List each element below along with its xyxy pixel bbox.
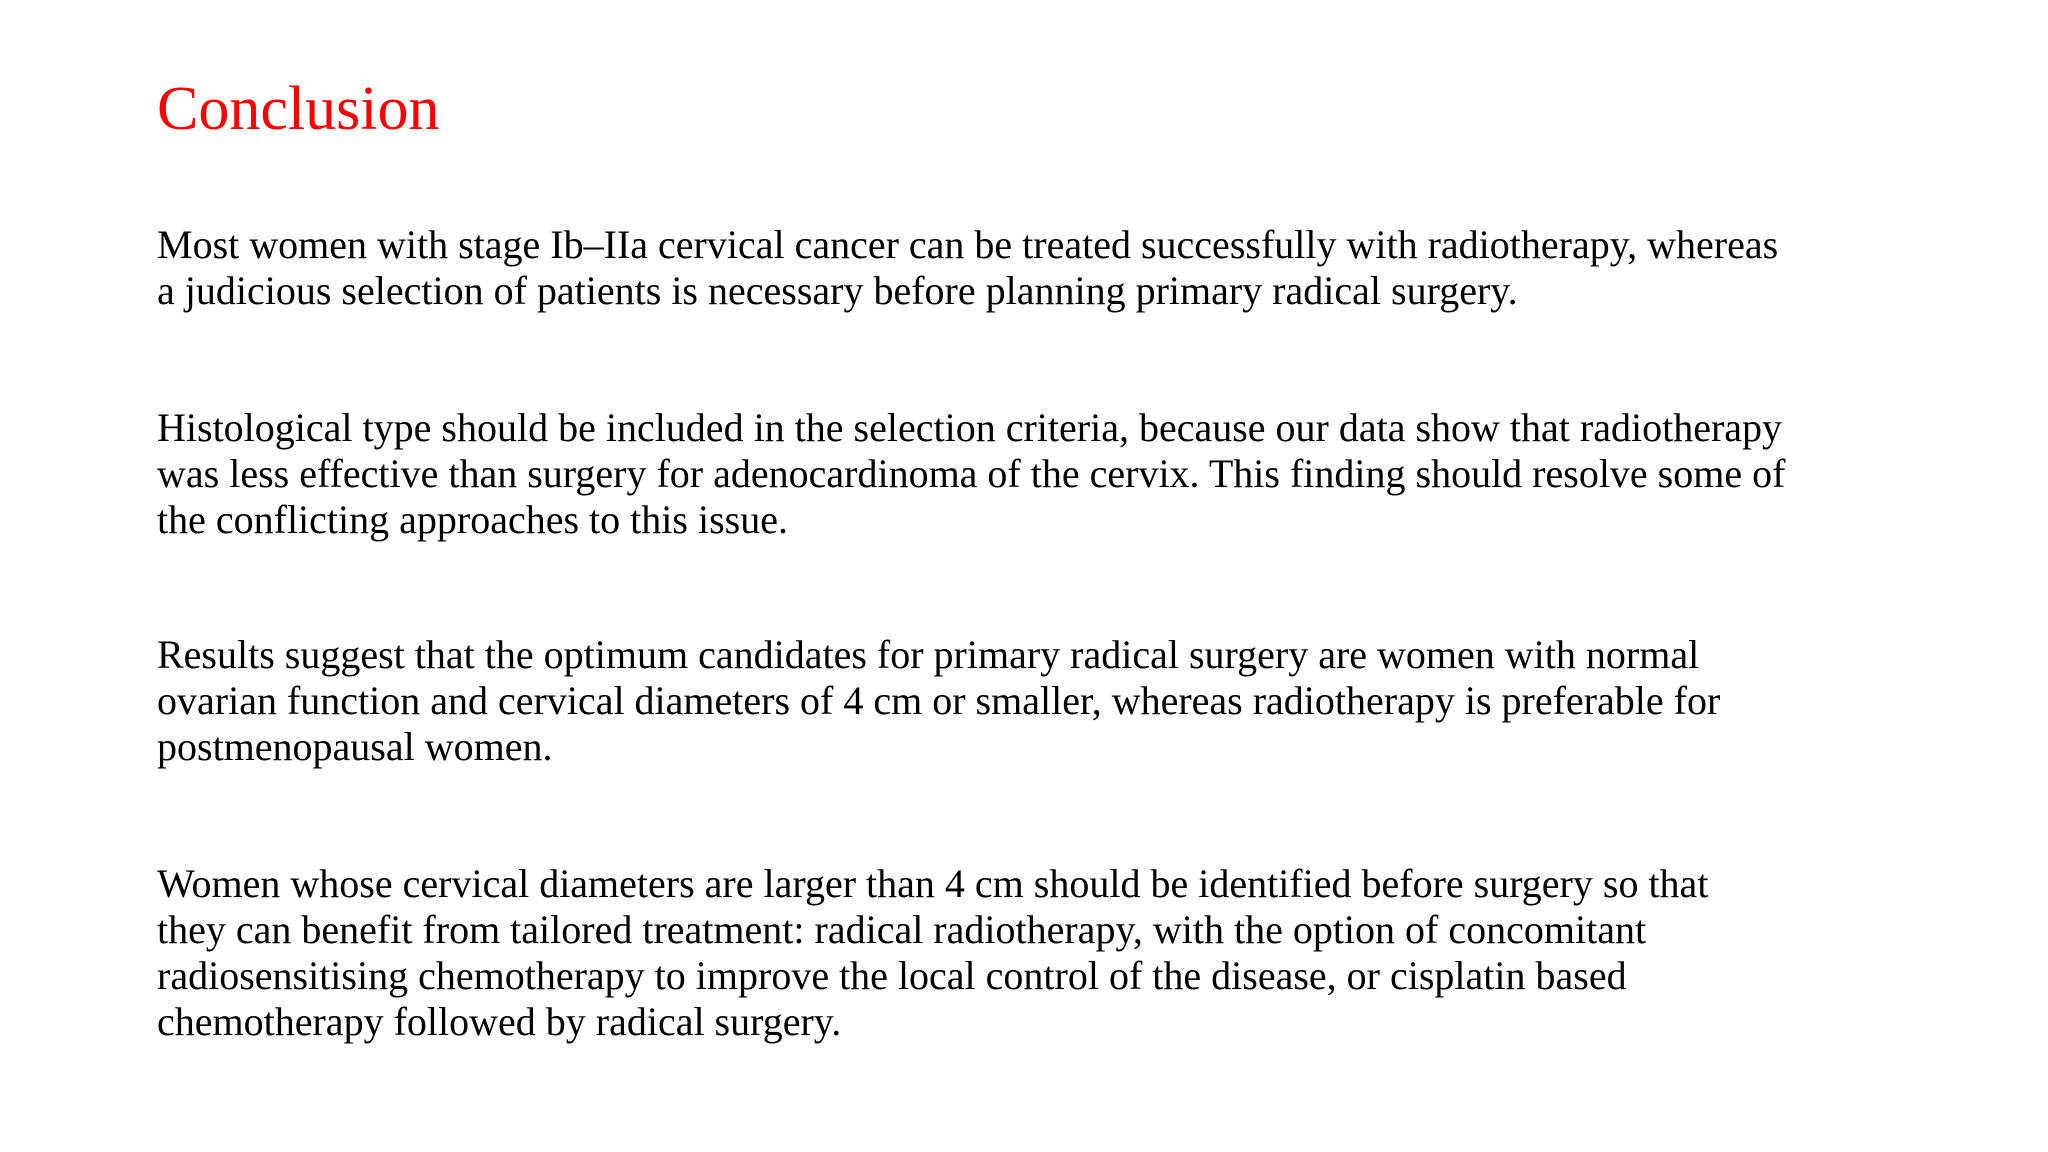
paragraph-treatment-selection: Most women with stage Ib–IIa cervical cancer can be treated successfully with radiotherapy, whereas a judicious selection of patients is necessary before planning primary radical surgery. xyxy=(157,222,1779,313)
paragraph-tailored-treatment: Women whose cervical diameters are larger than 4 cm should be identified before surgery so that they can benefit from tailored treatment: radical radiotherapy, with the option of concomitant radiosensitising chemotherapy to improve the local control of the disease, or cisplatin based chemotherapy followed by radical surgery. xyxy=(157,861,1709,1044)
paragraph-optimum-candidates: Results suggest that the optimum candidates for primary radical surgery are women with normal ovarian function and cervical diameters of 4 cm or smaller, whereas radiotherapy is preferable for postmenopausal women. xyxy=(157,632,1721,769)
paragraph-histological-type: Histological type should be included in the selection criteria, because our data show that radiotherapy was less effective than surgery for adenocardinoma of the cervix. This finding should resolve some of the conflicting approaches to this issue. xyxy=(157,405,1786,542)
slide-title: Conclusion xyxy=(157,75,440,143)
